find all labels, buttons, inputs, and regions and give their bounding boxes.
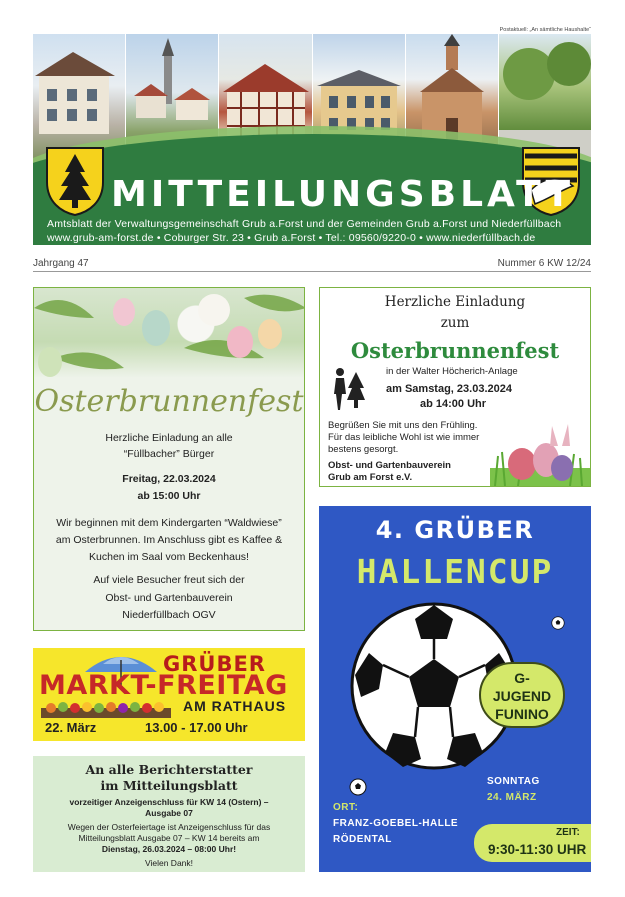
invite-heading-1: Herzliche Einladung	[384, 294, 526, 310]
time-box	[474, 824, 591, 862]
deadline-line-1: vorzeitiger Anzeigenschluss für KW 14 (Ostern) –	[69, 797, 269, 807]
closing-line-1: Auf viele Besucher freut sich der	[93, 574, 245, 586]
event-time: 9:30-11:30 UHR	[488, 842, 587, 857]
issue-number: Nummer 6 KW 12/24	[497, 258, 591, 269]
notice-body-3: Dienstag, 26.03.2024 – 08:00 Uhr!	[101, 844, 237, 854]
closing-line-3: Niederfüllbach OGV	[122, 609, 216, 621]
market-stall-produce-icon	[41, 700, 171, 718]
body-line-3: Kuchen im Saal vom Beckenhaus!	[89, 551, 249, 563]
body-line-2: am Osterbrunnen. Im Anschluss gibt es Kaffee &	[55, 534, 283, 546]
invite-line-1: Herzliche Einladung an alle	[105, 432, 233, 444]
markt-line-3: AM RATHAUS	[183, 698, 287, 714]
notice-body-1: Wegen der Osterfeiertage ist Anzeigenschluss für das	[67, 822, 271, 832]
body-line-2: Für das leibliche Wohl ist wie immer	[328, 432, 480, 443]
hallencup-line-2: HALLENCUP	[356, 552, 554, 591]
masthead-contact: www.grub-am-forst.de • Coburger Str. 23 • Grub a.Forst • Tel.: 09560/9220-0 • www.niederfüllbach.de	[47, 232, 536, 244]
markt-line-1: GRÜBER	[163, 652, 266, 676]
g-jugend-funino-badge	[479, 662, 565, 728]
hallencup-line-1: 4. GRÜBER	[375, 516, 535, 544]
badge-line-3: FUNINO	[495, 706, 549, 722]
markt-line-2: MARKT-FREITAG	[39, 670, 288, 701]
body-line-1: Begrüßen Sie mit uns den Frühling.	[328, 420, 478, 431]
closing-line-2: Obst- und Gartenbauverein	[105, 592, 233, 604]
small-ball-icon	[349, 778, 367, 796]
event-time: ab 15:00 Uhr	[137, 490, 201, 502]
masthead-banner	[33, 34, 591, 245]
notice-heading-2: im Mitteilungsblatt	[100, 778, 238, 793]
badge-line-2: JUGEND	[492, 688, 552, 704]
event-location: in der Walter Höcherich-Anlage	[386, 366, 518, 377]
notice-heading-1: An alle Berichterstatter	[85, 762, 253, 777]
grub-coat-of-arms-icon	[45, 146, 105, 216]
masthead-title: MITTEILUNGSBLATT	[111, 174, 575, 215]
organizer-line-2: Grub am Forst e.V.	[328, 472, 413, 483]
masthead-subtitle: Amtsblatt der Verwaltungsgemeinschaft Grub a.Forst und der Gemeinden Grub a.Forst und Niederfüllbach	[47, 218, 562, 230]
notice-body-2: Mitteilungsblatt Ausgabe 07 – KW 14 bereits am	[78, 833, 260, 843]
time-label: ZEIT:	[556, 827, 580, 838]
berichterstatter-notice	[33, 756, 305, 872]
place-line-2: RÖDENTAL	[333, 834, 392, 845]
issue-line	[33, 256, 591, 272]
body-line-1: Wir beginnen mit dem Kindergarten “Waldwiese”	[56, 517, 282, 529]
easter-eggs-grass-icon	[490, 416, 590, 486]
osterbrunnenfest-title: Osterbrunnenfest	[350, 338, 560, 363]
event-time: ab 14:00 Uhr	[420, 398, 487, 410]
issue-volume: Jahrgang 47	[33, 258, 89, 269]
markt-freitag-ad	[33, 648, 305, 741]
osterbrunnenfest-niederfuellbach-ad	[33, 287, 305, 631]
event-day: SONNTAG	[487, 776, 540, 787]
postal-note: Postaktuell: „An sämtliche Haushalte“	[499, 27, 591, 33]
osterbrunnenfest-grub-ad	[319, 287, 591, 487]
event-date: am Samstag, 23.03.2024	[386, 383, 512, 395]
organizer-line-1: Obst- und Gartenbauverein	[328, 460, 451, 471]
invite-line-2: “Füllbacher” Bürger	[123, 448, 215, 460]
easter-eggs-icon	[34, 288, 305, 380]
osterbrunnenfest-title: Osterbrunnenfest	[34, 384, 304, 419]
gardener-tree-logo-icon	[330, 366, 366, 414]
small-ball-icon	[551, 616, 565, 630]
badge-line-1: G-	[514, 670, 530, 686]
place-line-1: FRANZ-GOEBEL-HALLE	[333, 818, 459, 829]
event-date: 24. MÄRZ	[487, 792, 537, 803]
body-line-3: bestens gesorgt.	[328, 444, 399, 455]
place-label: ORT:	[333, 802, 359, 813]
notice-thanks: Vielen Dank!	[144, 858, 194, 868]
event-date: Freitag, 22.03.2024	[122, 473, 216, 485]
deadline-line-2: Ausgabe 07	[145, 808, 193, 818]
invite-heading-2: zum	[440, 315, 470, 331]
hallencup-ad	[319, 506, 591, 872]
markt-time: 13.00 - 17.00 Uhr	[145, 720, 248, 735]
markt-date: 22. März	[45, 720, 97, 735]
